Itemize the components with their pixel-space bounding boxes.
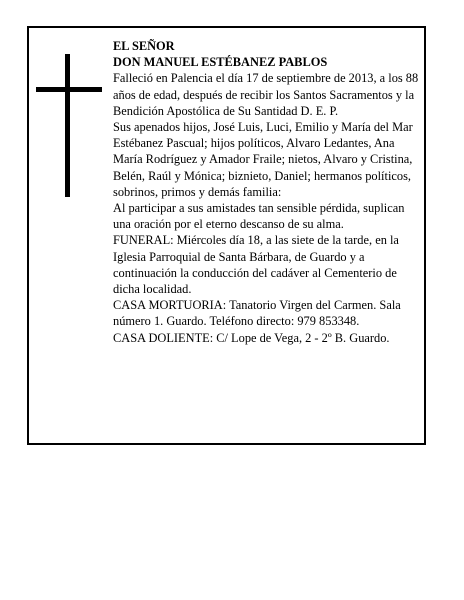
deceased-name: DON MANUEL ESTÉBANEZ PABLOS — [113, 55, 328, 70]
cross-vertical-bar — [65, 54, 70, 197]
family-list: Sus apenados hijos, José Luis, Luci, Emilio y María del Mar Estébanez Pascual; hijos políticos, Alvaro Ledantes, Ana María Rodríguez y Amador Fraile; nietos, Alvaro y Cristina, Belén, Raúl y Mónica; biznieto, Daniel; hermanos políticos, sobrinos, primos y demás familia: — [113, 120, 413, 199]
family-home-address: CASA DOLIENTE: C/ Lope de Vega, 2 - 2º B. Guardo. — [113, 330, 390, 345]
prayer-request: Al participar a sus amistades tan sensible pérdida, suplican una oración por el eterno descanso de su alma. — [113, 201, 405, 232]
obituary-text — [113, 38, 425, 346]
title-line-1: EL SEÑOR — [113, 39, 175, 53]
funeral-details: FUNERAL: Miércoles día 18, a las siete de la tarde, en la Iglesia Parroquial de Santa Bárbara, de Guardo y a continuación la conducción del cadáver al Cementerio de dicha localidad. — [113, 233, 399, 297]
cross-horizontal-bar — [36, 87, 102, 92]
death-announcement: Falleció en Palencia el día 17 de septiembre de 2013, a los 88 años de edad, después de recibir los Santos Sacramentos y la Bendición Apostólica de Su Santidad D. E. P. — [113, 71, 419, 118]
cross-icon — [36, 54, 102, 197]
funeral-home-details: CASA MORTUORIA: Tanatorio Virgen del Carmen. Sala número 1. Guardo. Teléfono directo: 979 853348. — [113, 298, 401, 329]
